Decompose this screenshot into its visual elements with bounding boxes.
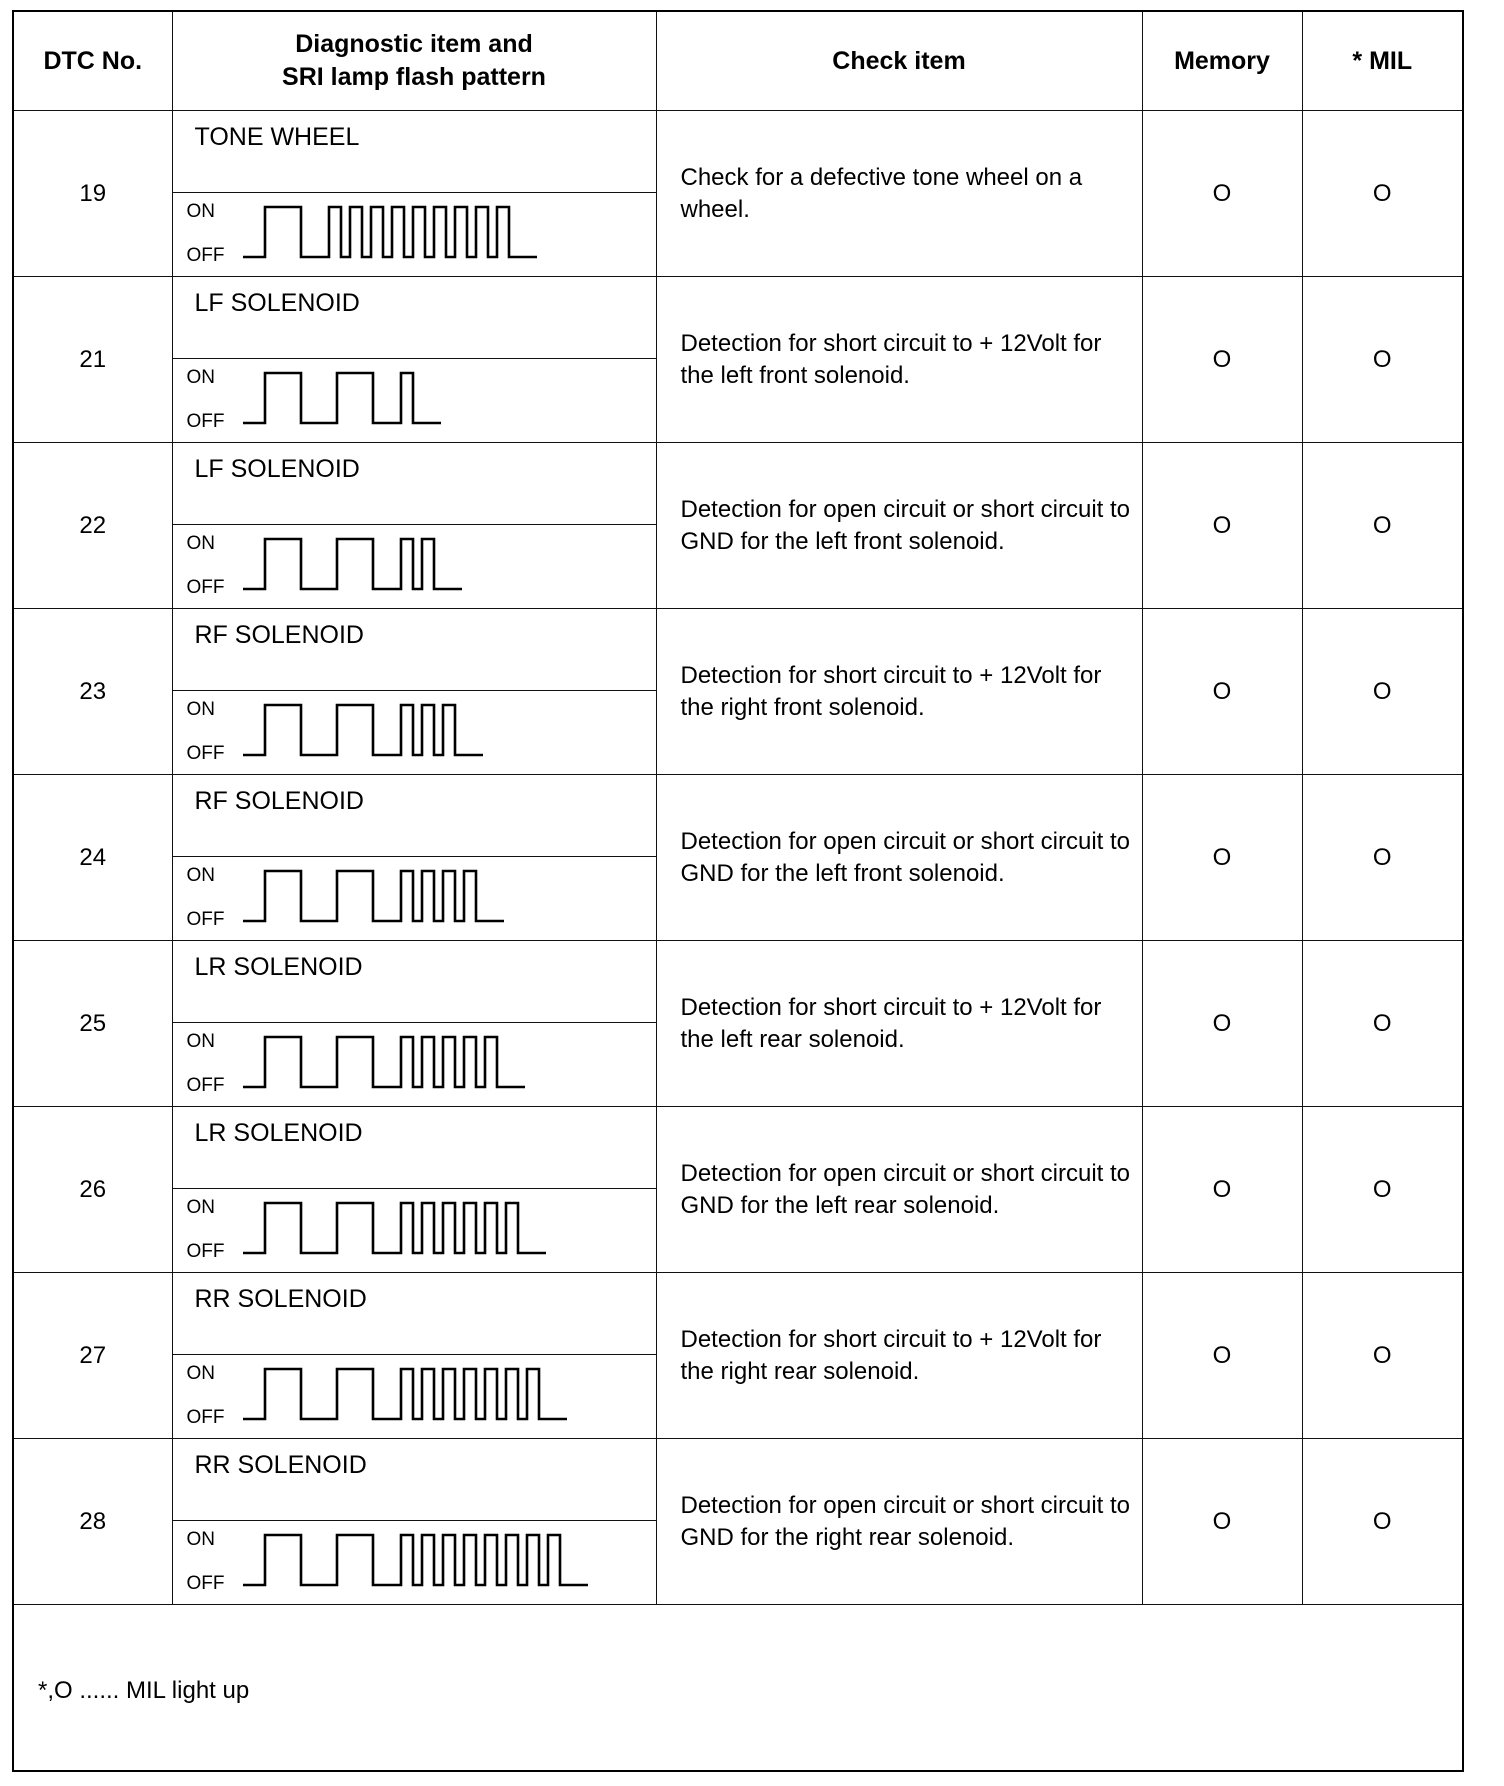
check-item: Detection for short circuit to + 12Volt for the left front solenoid. bbox=[656, 277, 1142, 443]
mil-mark: O bbox=[1302, 443, 1462, 609]
dtc-row bbox=[14, 277, 1462, 443]
signal-on-label: ON bbox=[186, 201, 215, 222]
signal-on-label: ON bbox=[186, 865, 215, 886]
flash-waveform bbox=[173, 1023, 653, 1103]
flash-waveform bbox=[173, 1521, 653, 1601]
dtc-number: 23 bbox=[14, 609, 172, 775]
dtc-number: 21 bbox=[14, 277, 172, 443]
check-item: Detection for open circuit or short circuit to GND for the left rear solenoid. bbox=[656, 1107, 1142, 1273]
check-item: Detection for short circuit to + 12Volt for the right front solenoid. bbox=[656, 609, 1142, 775]
waveform-trace bbox=[243, 871, 504, 921]
header-diagnostic-line2: SRI lamp flash pattern bbox=[282, 63, 546, 91]
dtc-table bbox=[14, 12, 1462, 1605]
signal-on-label: ON bbox=[186, 699, 215, 720]
header-dtc-no: DTC No. bbox=[14, 12, 172, 111]
waveform-trace bbox=[243, 1203, 546, 1253]
signal-on-label: ON bbox=[186, 367, 215, 388]
diagnostic-cell bbox=[172, 111, 656, 277]
header-row bbox=[14, 12, 1462, 111]
dtc-row bbox=[14, 111, 1462, 277]
diagnostic-cell bbox=[172, 443, 656, 609]
flash-pattern bbox=[173, 359, 656, 441]
mil-mark: O bbox=[1302, 111, 1462, 277]
signal-on-label: ON bbox=[186, 1031, 215, 1052]
waveform-trace bbox=[243, 539, 462, 589]
memory-mark: O bbox=[1142, 941, 1302, 1107]
signal-off-label: OFF bbox=[186, 743, 225, 764]
signal-off-label: OFF bbox=[186, 411, 225, 432]
diagnostic-cell bbox=[172, 277, 656, 443]
waveform-trace bbox=[243, 207, 537, 257]
diagnostic-item-name: LF SOLENOID bbox=[173, 277, 656, 359]
signal-off-label: OFF bbox=[186, 1573, 225, 1594]
dtc-row bbox=[14, 1439, 1462, 1605]
flash-pattern bbox=[173, 525, 656, 607]
mil-mark: O bbox=[1302, 1107, 1462, 1273]
dtc-table-page bbox=[12, 10, 1464, 1772]
memory-mark: O bbox=[1142, 609, 1302, 775]
check-item: Detection for short circuit to + 12Volt for the left rear solenoid. bbox=[656, 941, 1142, 1107]
signal-off-label: OFF bbox=[186, 245, 225, 266]
header-diagnostic-line1: Diagnostic item and bbox=[295, 30, 533, 58]
check-item: Check for a defective tone wheel on a wheel. bbox=[656, 111, 1142, 277]
flash-pattern bbox=[173, 1521, 656, 1603]
diagnostic-item-name: RF SOLENOID bbox=[173, 775, 656, 857]
flash-waveform bbox=[173, 857, 653, 937]
memory-mark: O bbox=[1142, 1273, 1302, 1439]
dtc-number: 28 bbox=[14, 1439, 172, 1605]
signal-on-label: ON bbox=[186, 533, 215, 554]
memory-mark: O bbox=[1142, 1439, 1302, 1605]
signal-on-label: ON bbox=[186, 1529, 215, 1550]
signal-off-label: OFF bbox=[186, 909, 225, 930]
dtc-number: 19 bbox=[14, 111, 172, 277]
flash-waveform bbox=[173, 1355, 653, 1435]
flash-waveform bbox=[173, 193, 653, 273]
mil-mark: O bbox=[1302, 277, 1462, 443]
flash-pattern bbox=[173, 691, 656, 773]
header-check-item: Check item bbox=[656, 12, 1142, 111]
flash-pattern bbox=[173, 857, 656, 939]
header-memory: Memory bbox=[1142, 12, 1302, 111]
dtc-number: 26 bbox=[14, 1107, 172, 1273]
dtc-number: 27 bbox=[14, 1273, 172, 1439]
flash-pattern bbox=[173, 1355, 656, 1437]
diagnostic-item-name: LR SOLENOID bbox=[173, 1107, 656, 1189]
diagnostic-cell bbox=[172, 775, 656, 941]
dtc-number: 22 bbox=[14, 443, 172, 609]
mil-mark: O bbox=[1302, 1439, 1462, 1605]
waveform-trace bbox=[243, 705, 483, 755]
mil-mark: O bbox=[1302, 609, 1462, 775]
diagnostic-cell bbox=[172, 609, 656, 775]
dtc-row bbox=[14, 609, 1462, 775]
flash-waveform bbox=[173, 691, 653, 771]
check-item: Detection for open circuit or short circuit to GND for the left front solenoid. bbox=[656, 775, 1142, 941]
diagnostic-cell bbox=[172, 1107, 656, 1273]
signal-off-label: OFF bbox=[186, 1241, 225, 1262]
dtc-number: 25 bbox=[14, 941, 172, 1107]
waveform-trace bbox=[243, 1369, 567, 1419]
flash-pattern bbox=[173, 1023, 656, 1105]
flash-waveform bbox=[173, 1189, 653, 1269]
dtc-row bbox=[14, 941, 1462, 1107]
flash-waveform bbox=[173, 525, 653, 605]
diagnostic-cell bbox=[172, 1273, 656, 1439]
signal-on-label: ON bbox=[186, 1363, 215, 1384]
waveform-trace bbox=[243, 373, 441, 423]
check-item: Detection for open circuit or short circuit to GND for the right rear solenoid. bbox=[656, 1439, 1142, 1605]
diagnostic-item-name: LR SOLENOID bbox=[173, 941, 656, 1023]
mil-mark: O bbox=[1302, 941, 1462, 1107]
footnote: *,O ...... MIL light up bbox=[38, 1677, 250, 1704]
flash-pattern bbox=[173, 1189, 656, 1271]
waveform-trace bbox=[243, 1535, 588, 1585]
memory-mark: O bbox=[1142, 277, 1302, 443]
waveform-trace bbox=[243, 1037, 525, 1087]
check-item: Detection for short circuit to + 12Volt for the right rear solenoid. bbox=[656, 1273, 1142, 1439]
header-diagnostic-item bbox=[172, 12, 656, 111]
diagnostic-item-name: TONE WHEEL bbox=[173, 111, 656, 193]
diagnostic-item-name: RR SOLENOID bbox=[173, 1439, 656, 1521]
flash-waveform bbox=[173, 359, 653, 439]
dtc-number: 24 bbox=[14, 775, 172, 941]
diagnostic-item-name: RR SOLENOID bbox=[173, 1273, 656, 1355]
memory-mark: O bbox=[1142, 111, 1302, 277]
dtc-row bbox=[14, 1107, 1462, 1273]
check-item: Detection for open circuit or short circuit to GND for the left front solenoid. bbox=[656, 443, 1142, 609]
diagnostic-item-name: RF SOLENOID bbox=[173, 609, 656, 691]
diagnostic-cell bbox=[172, 941, 656, 1107]
signal-off-label: OFF bbox=[186, 1075, 225, 1096]
memory-mark: O bbox=[1142, 775, 1302, 941]
memory-mark: O bbox=[1142, 443, 1302, 609]
dtc-row bbox=[14, 775, 1462, 941]
diagnostic-item-name: LF SOLENOID bbox=[173, 443, 656, 525]
signal-on-label: ON bbox=[186, 1197, 215, 1218]
signal-off-label: OFF bbox=[186, 577, 225, 598]
memory-mark: O bbox=[1142, 1107, 1302, 1273]
mil-mark: O bbox=[1302, 775, 1462, 941]
dtc-row bbox=[14, 1273, 1462, 1439]
header-mil: * MIL bbox=[1302, 12, 1462, 111]
mil-mark: O bbox=[1302, 1273, 1462, 1439]
diagnostic-cell bbox=[172, 1439, 656, 1605]
flash-pattern bbox=[173, 193, 656, 275]
signal-off-label: OFF bbox=[186, 1407, 225, 1428]
dtc-row bbox=[14, 443, 1462, 609]
